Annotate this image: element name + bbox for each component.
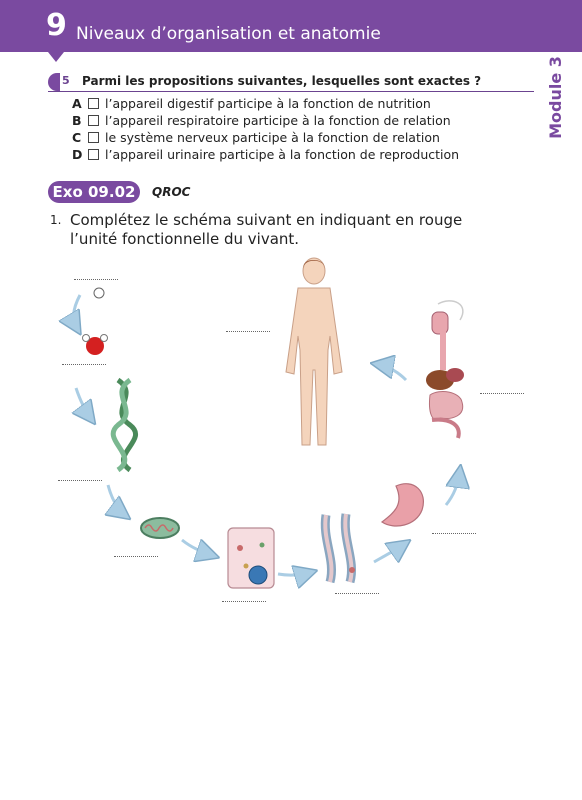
option-text: l’appareil urinaire participe à la fonction de reproduction xyxy=(105,147,460,162)
question-text: Parmi les propositions suivantes, lesquelles sont exactes ? xyxy=(82,74,482,88)
answer-line-dna[interactable] xyxy=(58,480,102,481)
chapter-title: Niveaux d’organisation et anatomie xyxy=(76,24,381,44)
tissue-icon xyxy=(325,514,355,582)
human-body-icon xyxy=(286,258,342,445)
stomach-icon xyxy=(382,484,423,526)
atom-icon xyxy=(94,288,104,298)
answer-line-molecule[interactable] xyxy=(62,364,106,365)
option-letter: A xyxy=(72,96,82,111)
option-letter: D xyxy=(72,147,83,162)
answer-line-cell[interactable] xyxy=(222,601,266,602)
option-text: l’appareil digestif participe à la fonction de nutrition xyxy=(105,96,431,111)
molecule-icon xyxy=(83,335,108,356)
option-text: le système nerveux participe à la fonction de relation xyxy=(105,130,440,145)
answer-line-atom[interactable] xyxy=(74,279,118,280)
answer-line-organelle[interactable] xyxy=(114,556,158,557)
answer-line-system[interactable] xyxy=(480,393,524,394)
cell-icon xyxy=(228,528,274,588)
exercise-badge: Exo 09.02 xyxy=(48,181,140,203)
exercise-type: QROC xyxy=(152,185,191,199)
option-letter: C xyxy=(72,130,82,145)
mitochondrion-icon xyxy=(141,518,179,538)
instruction-text: Complétez le schéma suivant en indiquant en rouge l’unité fonctionnelle du vivant. xyxy=(70,211,463,248)
option-text: l’appareil respiratoire participe à la fonction de relation xyxy=(105,113,451,128)
question-number: 5 xyxy=(62,74,70,87)
chapter-number: 9 xyxy=(46,8,67,43)
dna-icon xyxy=(113,380,135,470)
digestive-system-icon xyxy=(426,301,464,438)
answer-line-organism[interactable] xyxy=(226,331,270,332)
option-letter: B xyxy=(72,113,82,128)
module-label: Module 3 xyxy=(545,56,565,139)
instruction-number: 1. xyxy=(50,213,62,227)
answer-line-tissue[interactable] xyxy=(335,593,379,594)
answer-line-organ[interactable] xyxy=(432,533,476,534)
